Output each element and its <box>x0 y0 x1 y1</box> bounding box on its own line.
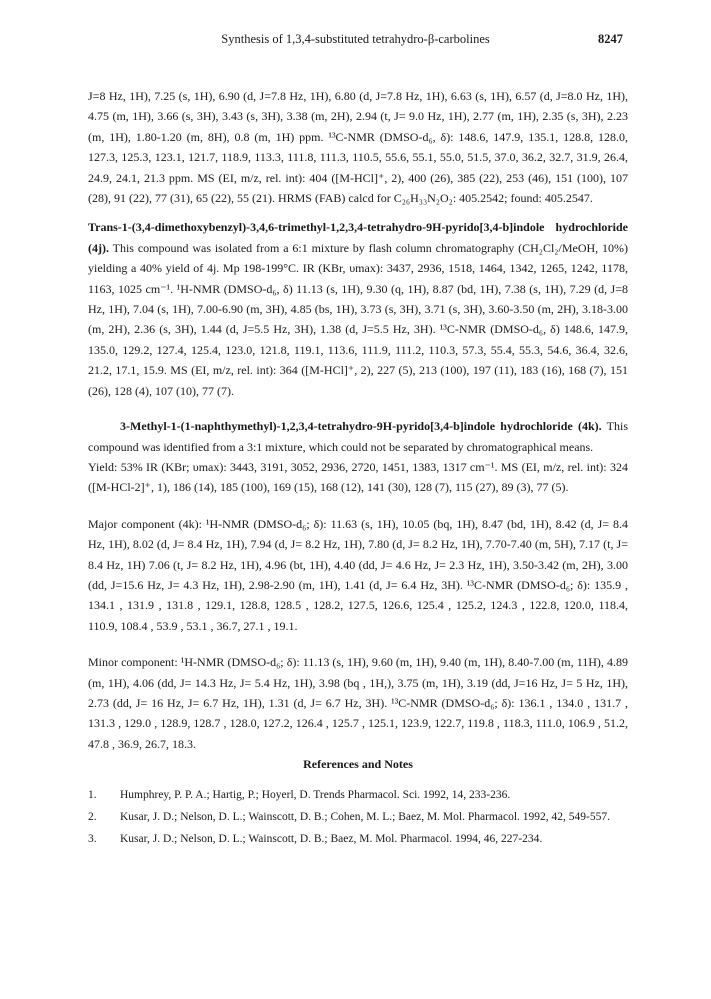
paragraph-compound-4k <box>88 416 628 457</box>
references-heading: References and Notes <box>303 757 413 772</box>
running-title: Synthesis of 1,3,4-substituted tetrahydro-β-carbolines <box>221 32 490 46</box>
reference-item: 2. Kusar, J. D.; Nelson, D. L.; Wainscott, D. B.; Cohen, M. L.; Baez, M. Mol. Pharmacol. 1992, 42, 549-557. <box>88 811 610 824</box>
paragraph-4k-yield: Yield: 53% IR (KBr; υmax): 3443, 3191, 3052, 2936, 2720, 1451, 1383, 1317 cm⁻¹. MS (EI, m/z, rel. int): 324 ([M-HCl-2]⁺, 1), 186 (14), 185 (100), 169 (15), 168 (12), 141 (30), 128 (7), 115 (27), 89 (3), 77 (5). <box>88 459 628 495</box>
reference-list <box>88 784 628 850</box>
article-body <box>88 86 628 850</box>
paragraph-compound-4j <box>88 217 628 401</box>
running-header <box>88 32 623 52</box>
compound-4j-body: This compound was isolated from a 6:1 mixture by flash column chromatography (CH₂Cl₂/MeOH, 10%) yielding a 40% yield of 4j. Mp 198-199°C. IR (KBr, υmax): 3437, 2936, 1518, 1464, 1342, 1265, 1242, 1178, 1163, 1025 cm⁻¹. ¹H-NMR (DMSO-d₆, δ) 11.13 (s, 1H), 9.30 (q, 1H), 8.87 (bd, 1H), 7.38 (s, 1H), 7.29 (d, J=8 Hz, 1H), 7.04 (s, 1H), 7.00-6.90 (m, 3H), 4.85 (bs, 1H), 3.73 (s, 3H), 3.71 (s, 3H), 3.60-3.50 (m, 2H), 3.18-3.00 (m, 2H), 2.36 (s, 3H), 1.44 (d, J=5.5 Hz, 3H), 1.38 (d, J=5.5 Hz, 3H). ¹³C-NMR (DMSO-d₆, δ) 148.6, 147.9, 135.0, 129.2, 127.4, 125.4, 123.0, 121.8, 119.1, 113.6, 111.9, 111.2, 110.3, 57.3, 55.4, 55.3, 54.6, 36.4, 32.6, 21.2, 17.1, 15.9. MS (EI, m/z, rel. int): 364 ([M-HCl]⁺, 2), 227 (5), 213 (100), 197 (11), 183 (16), 168 (7), 151 (26), 128 (4), 107 (10), 77 (7). <box>88 240 628 398</box>
reference-item: 3. Kusar, J. D.; Nelson, D. L.; Wainscott, D. B.; Baez, M. Mol. Pharmacol. 1994, 46, 227-234. <box>88 833 543 846</box>
compound-4j-title: Trans-1-(3,4-dimethoxybenzyl)-3,4,6-trimethyl-1,2,3,4-tetrahydro-9H-pyrido[3,4-b]indole hydrochloride (4j). <box>88 220 628 255</box>
reference-item: 1. Humphrey, P. P. A.; Hartig, P.; Hoyerl, D. Trends Pharmacol. Sci. 1992, 14, 233-236. <box>88 789 511 802</box>
page-number: 8247 <box>598 32 623 46</box>
paragraph-major-component: Major component (4k): ¹H-NMR (DMSO-d₆; δ): 11.63 (s, 1H), 10.05 (bq, 1H), 8.47 (bd, 1H), 8.42 (d, J= 8.4 Hz, 1H), 8.02 (d, J= 8.4 Hz, 1H), 7.94 (d, J= 8.2 Hz, 1H), 7.80 (d, J= 8.2 Hz, 1H), 7.70-7.40 (m, 5H), 7.17 (t, J= 8.4 Hz, 1H) 7.06 (t, J= 8.2 Hz, 1H), 4.96 (bt, 1H), 4.40 (dd, J= 4.6 Hz, J= 2.3 Hz, 1H), 3.50-3.42 (m, 2H), 3.00 (dd, J=15.6 Hz, J= 4.3 Hz, 1H), 2.98-2.90 (m, 1H), 1.41 (d, J= 6.4 Hz, 3H). ¹³C-NMR (DMSO-d₆; δ): 135.9 , 134.1 , 131.9 , 131.8 , 129.1, 128.8, 128.5 , 128.2, 127.5, 126.6, 125.4 , 125.2, 124.3 , 122.8, 120.0, 118.4, 110.9, 108.4 , 53.9 , 53.1 , 36.7, 27.1 , 19.1. <box>88 516 628 633</box>
paragraph-minor-component: Minor component: ¹H-NMR (DMSO-d₆; δ): 11.13 (s, 1H), 9.60 (m, 1H), 9.40 (m, 1H), 8.40-7.00 (m, 11H), 4.89 (m, 1H), 4.06 (dd, J= 14.3 Hz, J= 5.4 Hz, 1H), 3.98 (bq , 1H,), 3.75 (m, 1H), 3.19 (dd, J=16 Hz, J= 5 Hz, 1H), 2.73 (dd, J= 16 Hz, J= 6.7 Hz, 1H), 1.31 (d, J= 6.7 Hz, 3H). ¹³C-NMR (DMSO-d₆; δ): 136.1 , 134.0 , 131.7 , 131.3 , 129.0 , 128.9, 128.7 , 128.0, 127.2, 126.4 , 125.7 , 125.1, 123.9, 122.7, 119.8 , 118.3, 111.0, 106.9 , 51.2, 47.8 , 36.9, 26.7, 18.3. <box>88 655 628 751</box>
compound-4k-title: 3-Methyl-1-(1-naphthymethyl)-1,2,3,4-tetrahydro-9H-pyrido[3,4-b]indole hydrochloride (4k). <box>120 419 602 434</box>
paragraph-continued-data: J=8 Hz, 1H), 7.25 (s, 1H), 6.90 (d, J=7.8 Hz, 1H), 6.80 (d, J=7.8 Hz, 1H), 6.63 (s, 1H), 6.57 (d, J=8.0 Hz, 1H), 4.75 (m, 1H), 3.66 (s, 3H), 3.43 (s, 3H), 3.38 (m, 2H), 2.94 (t, J= 9.0 Hz, 1H), 2.77 (m, 1H), 2.35 (s, 3H), 2.23 (m, 1H), 1.80-1.20 (m, 8H), 0.8 (m, 1H) ppm. ¹³C-NMR (DMSO-d₆, δ): 148.6, 147.9, 135.1, 128.8, 128.0, 127.3, 125.3, 123.1, 121.7, 118.9, 113.3, 111.8, 111.3, 110.5, 55.6, 55.1, 55.0, 51.5, 37.0, 36.2, 32.7, 31.9, 26.4, 24.9, 24.1, 21.3 ppm. MS (EI, m/z, rel. int): 404 ([M-HCl]⁺, 2), 400 (26), 385 (22), 253 (46), 151 (100), 107 (28), 91 (22), 77 (31), 65 (22), 55 (21). HRMS (FAB) calcd for C₂₆H₃₃N₂O₂: 405.2542; found: 405.2547. <box>88 89 628 206</box>
compound-4k-body: This compound was identified from a 3:1 mixture, which could not be separated by chromatographical means. <box>88 419 628 454</box>
